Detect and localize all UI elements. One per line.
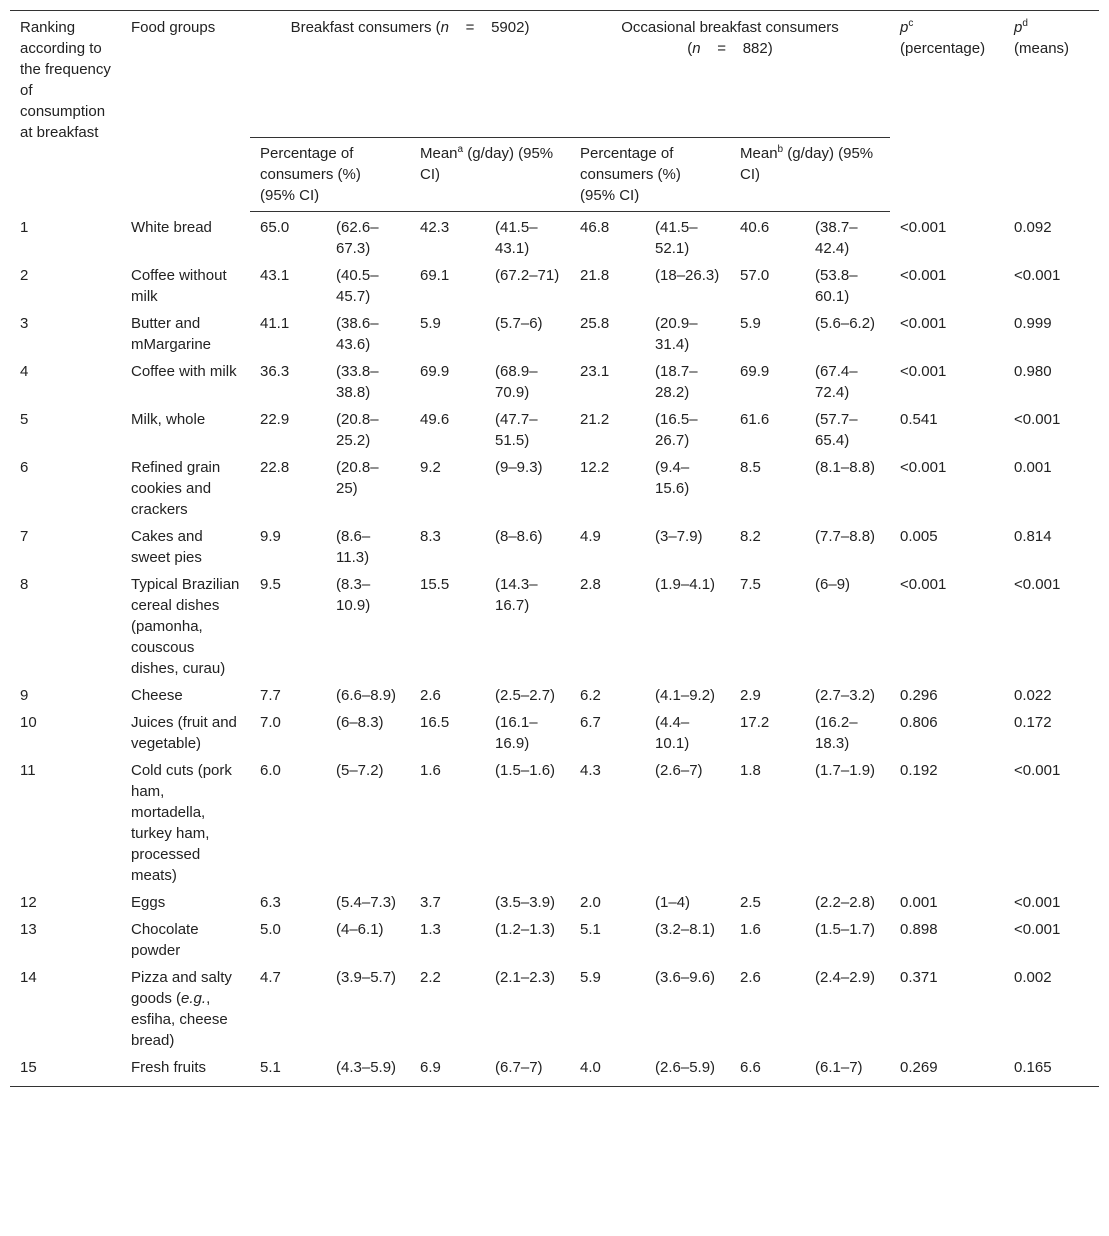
cell-food-group: Coffee without milk bbox=[131, 267, 227, 305]
cell-p-means: <0.001 bbox=[1014, 894, 1061, 911]
cell-occasional-percentage-ci: (18–26.3) bbox=[655, 267, 720, 284]
cell-food-group: Juices (fruit and vegetable) bbox=[131, 714, 237, 752]
cell-p-percentage: 0.005 bbox=[900, 528, 938, 545]
cell-breakfast-mean: 69.1 bbox=[420, 267, 450, 284]
header-occasional-eq: = bbox=[717, 40, 727, 57]
header-occasional-n: n bbox=[692, 40, 701, 57]
cell-occasional-percentage-ci: (41.5–52.1) bbox=[655, 219, 698, 257]
cell-breakfast-percentage: 6.0 bbox=[260, 762, 281, 779]
cell-p-percentage: <0.001 bbox=[900, 459, 947, 476]
cell-occasional-mean: 57.0 bbox=[740, 267, 770, 284]
cell-p-means: 0.001 bbox=[1014, 459, 1052, 476]
cell-occasional-mean-ci: (16.2–18.3) bbox=[815, 714, 858, 752]
cell-breakfast-mean-ci: (5.7–6) bbox=[495, 315, 543, 332]
header-ranking-text: Ranking according to the frequency of consumption at breakfast bbox=[20, 19, 111, 141]
breakfast-food-groups-table bbox=[10, 10, 1099, 1087]
header-occasional-mean-prefix: Mean bbox=[740, 145, 778, 162]
header-occasional-mean bbox=[730, 138, 890, 212]
cell-breakfast-mean: 3.7 bbox=[420, 894, 441, 911]
cell-p-means: 0.022 bbox=[1014, 687, 1052, 704]
cell-breakfast-percentage-ci: (38.6–43.6) bbox=[336, 315, 379, 353]
cell-occasional-mean-ci: (2.4–2.9) bbox=[815, 969, 876, 986]
cell-occasional-percentage-ci: (2.6–7) bbox=[655, 762, 703, 779]
cell-p-means: 0.980 bbox=[1014, 363, 1052, 380]
cell-breakfast-mean: 9.2 bbox=[420, 459, 441, 476]
cell-breakfast-mean-ci: (1.5–1.6) bbox=[495, 762, 556, 779]
cell-p-percentage: <0.001 bbox=[900, 363, 947, 380]
cell-p-percentage: 0.371 bbox=[900, 969, 938, 986]
header-breakfast-mean bbox=[410, 138, 570, 212]
cell-p-means: 0.814 bbox=[1014, 528, 1052, 545]
header-occasional-percentage bbox=[570, 138, 730, 212]
cell-occasional-mean-ci: (7.7–8.8) bbox=[815, 528, 876, 545]
cell-occasional-percentage-ci: (3.6–9.6) bbox=[655, 969, 716, 986]
cell-occasional-percentage: 6.2 bbox=[580, 687, 601, 704]
cell-occasional-mean: 1.6 bbox=[740, 921, 761, 938]
header-occasional-mean-suffix: (g/day) (95% CI) bbox=[740, 145, 874, 183]
cell-occasional-mean: 61.6 bbox=[740, 411, 770, 428]
cell-breakfast-percentage-ci: (4.3–5.9) bbox=[326, 1052, 410, 1087]
cell-occasional-percentage-ci: (3.2–8.1) bbox=[655, 921, 716, 938]
cell-breakfast-percentage-ci: (62.6–67.3) bbox=[336, 219, 379, 257]
header-breakfast-value: 5902) bbox=[491, 19, 530, 36]
cell-p-means: <0.001 bbox=[1014, 411, 1061, 428]
cell-occasional-mean: 2.5 bbox=[740, 894, 761, 911]
cell-breakfast-mean-ci: (14.3–16.7) bbox=[495, 576, 538, 614]
cell-breakfast-mean-ci: (6.7–7) bbox=[485, 1052, 570, 1087]
cell-breakfast-mean: 2.6 bbox=[420, 687, 441, 704]
cell-rank: 5 bbox=[20, 411, 29, 428]
cell-rank: 15 bbox=[10, 1052, 121, 1087]
cell-occasional-mean-ci: (6–9) bbox=[815, 576, 851, 593]
cell-p-means: <0.001 bbox=[1014, 576, 1061, 593]
cell-occasional-percentage: 4.9 bbox=[580, 528, 601, 545]
cell-food-group: Butter and mMargarine bbox=[131, 315, 212, 353]
cell-occasional-percentage-ci: (3–7.9) bbox=[655, 528, 703, 545]
cell-occasional-percentage: 2.0 bbox=[580, 894, 601, 911]
cell-p-percentage: 0.001 bbox=[900, 894, 938, 911]
cell-rank: 7 bbox=[20, 528, 29, 545]
cell-rank: 14 bbox=[20, 969, 37, 986]
cell-breakfast-mean-ci: (41.5–43.1) bbox=[495, 219, 538, 257]
cell-breakfast-mean: 6.9 bbox=[410, 1052, 485, 1087]
cell-breakfast-percentage: 9.5 bbox=[260, 576, 281, 593]
cell-breakfast-percentage: 5.1 bbox=[250, 1052, 326, 1087]
cell-p-percentage: 0.806 bbox=[900, 714, 938, 731]
cell-food-group: Chocolate powder bbox=[131, 921, 199, 959]
cell-rank: 2 bbox=[20, 267, 29, 284]
header-pd-letter: p bbox=[1014, 19, 1023, 36]
cell-occasional-percentage-ci: (2.6–5.9) bbox=[645, 1052, 730, 1087]
table-row bbox=[10, 404, 1099, 452]
header-mean-b-sup: b bbox=[777, 144, 784, 155]
table-row bbox=[10, 680, 1099, 707]
cell-breakfast-percentage-ci: (33.8–38.8) bbox=[336, 363, 379, 401]
cell-breakfast-mean: 49.6 bbox=[420, 411, 450, 428]
cell-breakfast-percentage-ci: (5.4–7.3) bbox=[336, 894, 397, 911]
cell-occasional-percentage-ci: (1.9–4.1) bbox=[655, 576, 716, 593]
table-row bbox=[10, 356, 1099, 404]
header-mean-a-sup: a bbox=[457, 144, 464, 155]
cell-occasional-mean-ci: (67.4–72.4) bbox=[815, 363, 858, 401]
cell-breakfast-percentage-ci: (8.6–11.3) bbox=[336, 528, 371, 566]
header-occasional-percentage-text: Percentage of consumers (%) (95% CI) bbox=[580, 145, 681, 204]
cell-occasional-percentage-ci: (9.4–15.6) bbox=[655, 459, 690, 497]
cell-occasional-mean: 8.2 bbox=[740, 528, 761, 545]
table-row bbox=[10, 452, 1099, 521]
table-row bbox=[10, 707, 1099, 755]
cell-occasional-mean: 40.6 bbox=[740, 219, 770, 236]
cell-rank: 6 bbox=[20, 459, 29, 476]
cell-breakfast-percentage: 9.9 bbox=[260, 528, 281, 545]
cell-breakfast-mean: 1.3 bbox=[420, 921, 441, 938]
cell-food-group: Cakes and sweet pies bbox=[131, 528, 203, 566]
cell-breakfast-mean: 15.5 bbox=[420, 576, 450, 593]
cell-occasional-mean-ci: (38.7–42.4) bbox=[815, 219, 858, 257]
cell-p-percentage: 0.898 bbox=[900, 921, 938, 938]
cell-rank: 4 bbox=[20, 363, 29, 380]
cell-occasional-mean: 2.6 bbox=[740, 969, 761, 986]
cell-occasional-percentage-ci: (1–4) bbox=[655, 894, 691, 911]
cell-occasional-mean: 17.2 bbox=[740, 714, 770, 731]
header-breakfast-prefix: Breakfast consumers ( bbox=[290, 19, 441, 36]
header-breakfast-eq: = bbox=[465, 19, 475, 36]
cell-occasional-mean-ci: (2.2–2.8) bbox=[815, 894, 876, 911]
cell-p-means: 0.092 bbox=[1014, 218, 1052, 236]
cell-breakfast-mean: 2.2 bbox=[420, 969, 441, 986]
cell-occasional-mean-ci: (1.7–1.9) bbox=[815, 762, 876, 779]
cell-breakfast-percentage: 5.0 bbox=[260, 921, 281, 938]
table-row bbox=[10, 569, 1099, 680]
cell-breakfast-percentage: 6.3 bbox=[260, 894, 281, 911]
cell-food-group: Refined grain cookies and crackers bbox=[131, 459, 221, 518]
cell-p-means: 0.165 bbox=[1004, 1052, 1099, 1087]
cell-occasional-mean-ci: (5.6–6.2) bbox=[815, 315, 876, 332]
cell-p-percentage: 0.296 bbox=[900, 687, 938, 704]
cell-breakfast-mean-ci: (2.1–2.3) bbox=[495, 969, 556, 986]
cell-p-means: <0.001 bbox=[1014, 762, 1061, 779]
cell-occasional-mean: 5.9 bbox=[740, 315, 761, 332]
cell-rank: 3 bbox=[20, 315, 29, 332]
cell-breakfast-mean: 8.3 bbox=[420, 528, 441, 545]
cell-occasional-percentage-ci: (4.4–10.1) bbox=[655, 714, 690, 752]
cell-breakfast-mean-ci: (68.9–70.9) bbox=[495, 363, 538, 401]
cell-breakfast-percentage-ci: (8.3–10.9) bbox=[336, 576, 371, 614]
cell-occasional-mean: 8.5 bbox=[740, 459, 761, 476]
header-ranking bbox=[10, 11, 121, 212]
cell-food-group: White bread bbox=[131, 218, 212, 236]
cell-p-percentage: 0.269 bbox=[890, 1052, 1004, 1087]
cell-rank: 1 bbox=[20, 218, 29, 236]
cell-occasional-mean: 69.9 bbox=[740, 363, 770, 380]
cell-breakfast-percentage-ci: (6–8.3) bbox=[336, 714, 384, 731]
cell-p-percentage: 0.541 bbox=[900, 411, 938, 428]
cell-occasional-percentage: 12.2 bbox=[580, 459, 610, 476]
cell-breakfast-percentage-ci: (40.5–45.7) bbox=[336, 267, 379, 305]
cell-breakfast-mean-ci: (1.2–1.3) bbox=[495, 921, 556, 938]
cell-breakfast-percentage-ci: (4–6.1) bbox=[336, 921, 384, 938]
header-food-groups-text: Food groups bbox=[131, 19, 216, 36]
cell-breakfast-percentage-ci: (20.8–25.2) bbox=[336, 411, 379, 449]
header-occasional-prefix: Occasional breakfast consumers ( bbox=[621, 19, 839, 57]
cell-occasional-percentage: 4.3 bbox=[580, 762, 601, 779]
cell-breakfast-mean-ci: (67.2–71) bbox=[495, 267, 560, 284]
cell-occasional-mean: 7.5 bbox=[740, 576, 761, 593]
header-pd-label: (means) bbox=[1014, 40, 1070, 57]
table-row bbox=[10, 914, 1099, 962]
cell-rank: 9 bbox=[20, 687, 29, 704]
cell-p-means: 0.172 bbox=[1014, 714, 1052, 731]
cell-breakfast-mean: 42.3 bbox=[420, 219, 450, 236]
cell-p-means: <0.001 bbox=[1014, 267, 1061, 284]
header-breakfast-mean-prefix: Mean bbox=[420, 145, 458, 162]
cell-rank: 13 bbox=[20, 921, 37, 938]
cell-food-group bbox=[121, 962, 250, 1052]
cell-occasional-percentage: 5.1 bbox=[580, 921, 601, 938]
cell-occasional-percentage: 5.9 bbox=[580, 969, 601, 986]
cell-occasional-mean: 2.9 bbox=[740, 687, 761, 704]
cell-occasional-mean: 1.8 bbox=[740, 762, 761, 779]
cell-p-means: <0.001 bbox=[1014, 921, 1061, 938]
cell-occasional-percentage-ci: (20.9–31.4) bbox=[655, 315, 698, 353]
cell-breakfast-mean: 5.9 bbox=[420, 315, 441, 332]
food-group-text-part: Pizza and salty goods ( bbox=[131, 969, 232, 1007]
header-breakfast-n: n bbox=[440, 19, 449, 36]
cell-breakfast-mean-ci: (16.1–16.9) bbox=[495, 714, 538, 752]
cell-breakfast-percentage: 7.0 bbox=[260, 714, 281, 731]
cell-rank: 8 bbox=[20, 576, 29, 593]
cell-p-percentage: 0.192 bbox=[900, 762, 938, 779]
cell-breakfast-percentage: 36.3 bbox=[260, 363, 290, 380]
cell-p-percentage: <0.001 bbox=[900, 218, 947, 236]
header-breakfast-percentage bbox=[250, 138, 410, 212]
cell-occasional-percentage-ci: (4.1–9.2) bbox=[655, 687, 716, 704]
header-occasional-value: 882) bbox=[742, 40, 773, 57]
cell-breakfast-percentage-ci: (6.6–8.9) bbox=[336, 687, 397, 704]
cell-breakfast-percentage: 43.1 bbox=[260, 267, 290, 284]
cell-occasional-percentage-ci: (16.5–26.7) bbox=[655, 411, 698, 449]
cell-p-percentage: <0.001 bbox=[900, 267, 947, 284]
table-body bbox=[10, 212, 1099, 1087]
cell-breakfast-percentage: 4.7 bbox=[260, 969, 281, 986]
table-row bbox=[10, 1052, 1099, 1087]
header-breakfast-consumers bbox=[250, 11, 570, 138]
cell-food-group: Eggs bbox=[131, 894, 166, 911]
cell-rank: 10 bbox=[20, 714, 37, 731]
cell-occasional-percentage: 21.8 bbox=[580, 267, 610, 284]
cell-occasional-percentage-ci: (18.7–28.2) bbox=[655, 363, 698, 401]
cell-breakfast-mean: 69.9 bbox=[420, 363, 450, 380]
cell-breakfast-percentage-ci: (5–7.2) bbox=[336, 762, 384, 779]
header-pc-label: (percentage) bbox=[900, 40, 986, 57]
cell-breakfast-mean-ci: (2.5–2.7) bbox=[495, 687, 556, 704]
food-group-text-part: e.g. bbox=[181, 990, 207, 1007]
cell-rank: 11 bbox=[20, 762, 36, 779]
cell-occasional-percentage: 46.8 bbox=[580, 219, 610, 236]
cell-rank: 12 bbox=[20, 894, 37, 911]
cell-breakfast-mean-ci: (9–9.3) bbox=[495, 459, 543, 476]
cell-occasional-percentage: 25.8 bbox=[580, 315, 610, 332]
cell-occasional-percentage: 6.7 bbox=[580, 714, 601, 731]
cell-occasional-mean: 6.6 bbox=[730, 1052, 805, 1087]
cell-breakfast-percentage: 65.0 bbox=[260, 219, 290, 236]
cell-occasional-mean-ci: (8.1–8.8) bbox=[815, 459, 876, 476]
food-group-text-part: , esfiha, cheese bread) bbox=[131, 990, 228, 1049]
header-pc-letter: p bbox=[900, 19, 909, 36]
cell-occasional-percentage: 21.2 bbox=[580, 411, 610, 428]
cell-breakfast-percentage: 7.7 bbox=[260, 687, 281, 704]
cell-occasional-mean-ci: (53.8–60.1) bbox=[815, 267, 858, 305]
header-breakfast-mean-suffix: (g/day) (95% CI) bbox=[420, 145, 554, 183]
table-row bbox=[10, 212, 1099, 261]
cell-occasional-mean-ci: (2.7–3.2) bbox=[815, 687, 876, 704]
header-p-percentage bbox=[890, 11, 1004, 212]
table-row bbox=[10, 521, 1099, 569]
cell-food-group: Milk, whole bbox=[131, 411, 206, 428]
table-row bbox=[10, 308, 1099, 356]
cell-breakfast-percentage-ci: (20.8–25) bbox=[336, 459, 379, 497]
header-pd-sup: d bbox=[1022, 18, 1028, 29]
header-food-groups bbox=[121, 11, 250, 212]
cell-breakfast-mean: 1.6 bbox=[420, 762, 441, 779]
table-row bbox=[10, 962, 1099, 1052]
cell-p-percentage: <0.001 bbox=[900, 315, 947, 332]
header-occasional-consumers bbox=[570, 11, 890, 138]
cell-p-means: 0.999 bbox=[1014, 315, 1052, 332]
cell-occasional-percentage: 4.0 bbox=[570, 1052, 645, 1087]
cell-breakfast-percentage: 41.1 bbox=[260, 315, 290, 332]
cell-food-group: Fresh fruits bbox=[121, 1052, 250, 1087]
cell-breakfast-percentage-ci: (3.9–5.7) bbox=[336, 969, 397, 986]
cell-breakfast-mean-ci: (47.7–51.5) bbox=[495, 411, 538, 449]
cell-breakfast-mean-ci: (3.5–3.9) bbox=[495, 894, 556, 911]
cell-occasional-mean-ci: (6.1–7) bbox=[805, 1052, 890, 1087]
cell-occasional-mean-ci: (1.5–1.7) bbox=[815, 921, 876, 938]
table-row bbox=[10, 755, 1099, 887]
table-row bbox=[10, 260, 1099, 308]
cell-breakfast-percentage: 22.8 bbox=[260, 459, 290, 476]
cell-breakfast-mean: 16.5 bbox=[420, 714, 450, 731]
cell-food-group: Typical Brazilian cereal dishes (pamonha, couscous dishes, curau) bbox=[131, 576, 240, 677]
table-container bbox=[10, 10, 1099, 1087]
cell-p-means: 0.002 bbox=[1014, 969, 1052, 986]
cell-food-group: Cheese bbox=[131, 687, 183, 704]
cell-breakfast-mean-ci: (8–8.6) bbox=[495, 528, 543, 545]
cell-occasional-percentage: 23.1 bbox=[580, 363, 610, 380]
cell-p-percentage: <0.001 bbox=[900, 576, 947, 593]
header-breakfast-percentage-text: Percentage of consumers (%) (95% CI) bbox=[260, 145, 361, 204]
header-pc-sup: c bbox=[908, 18, 914, 29]
cell-food-group: Cold cuts (pork ham, mortadella, turkey ham, processed meats) bbox=[131, 762, 232, 884]
header-p-means bbox=[1004, 11, 1099, 212]
cell-occasional-mean-ci: (57.7–65.4) bbox=[815, 411, 858, 449]
cell-food-group: Coffee with milk bbox=[131, 363, 237, 380]
cell-occasional-percentage: 2.8 bbox=[580, 576, 601, 593]
table-row bbox=[10, 887, 1099, 914]
header-row-main bbox=[10, 11, 1099, 138]
cell-breakfast-percentage: 22.9 bbox=[260, 411, 290, 428]
